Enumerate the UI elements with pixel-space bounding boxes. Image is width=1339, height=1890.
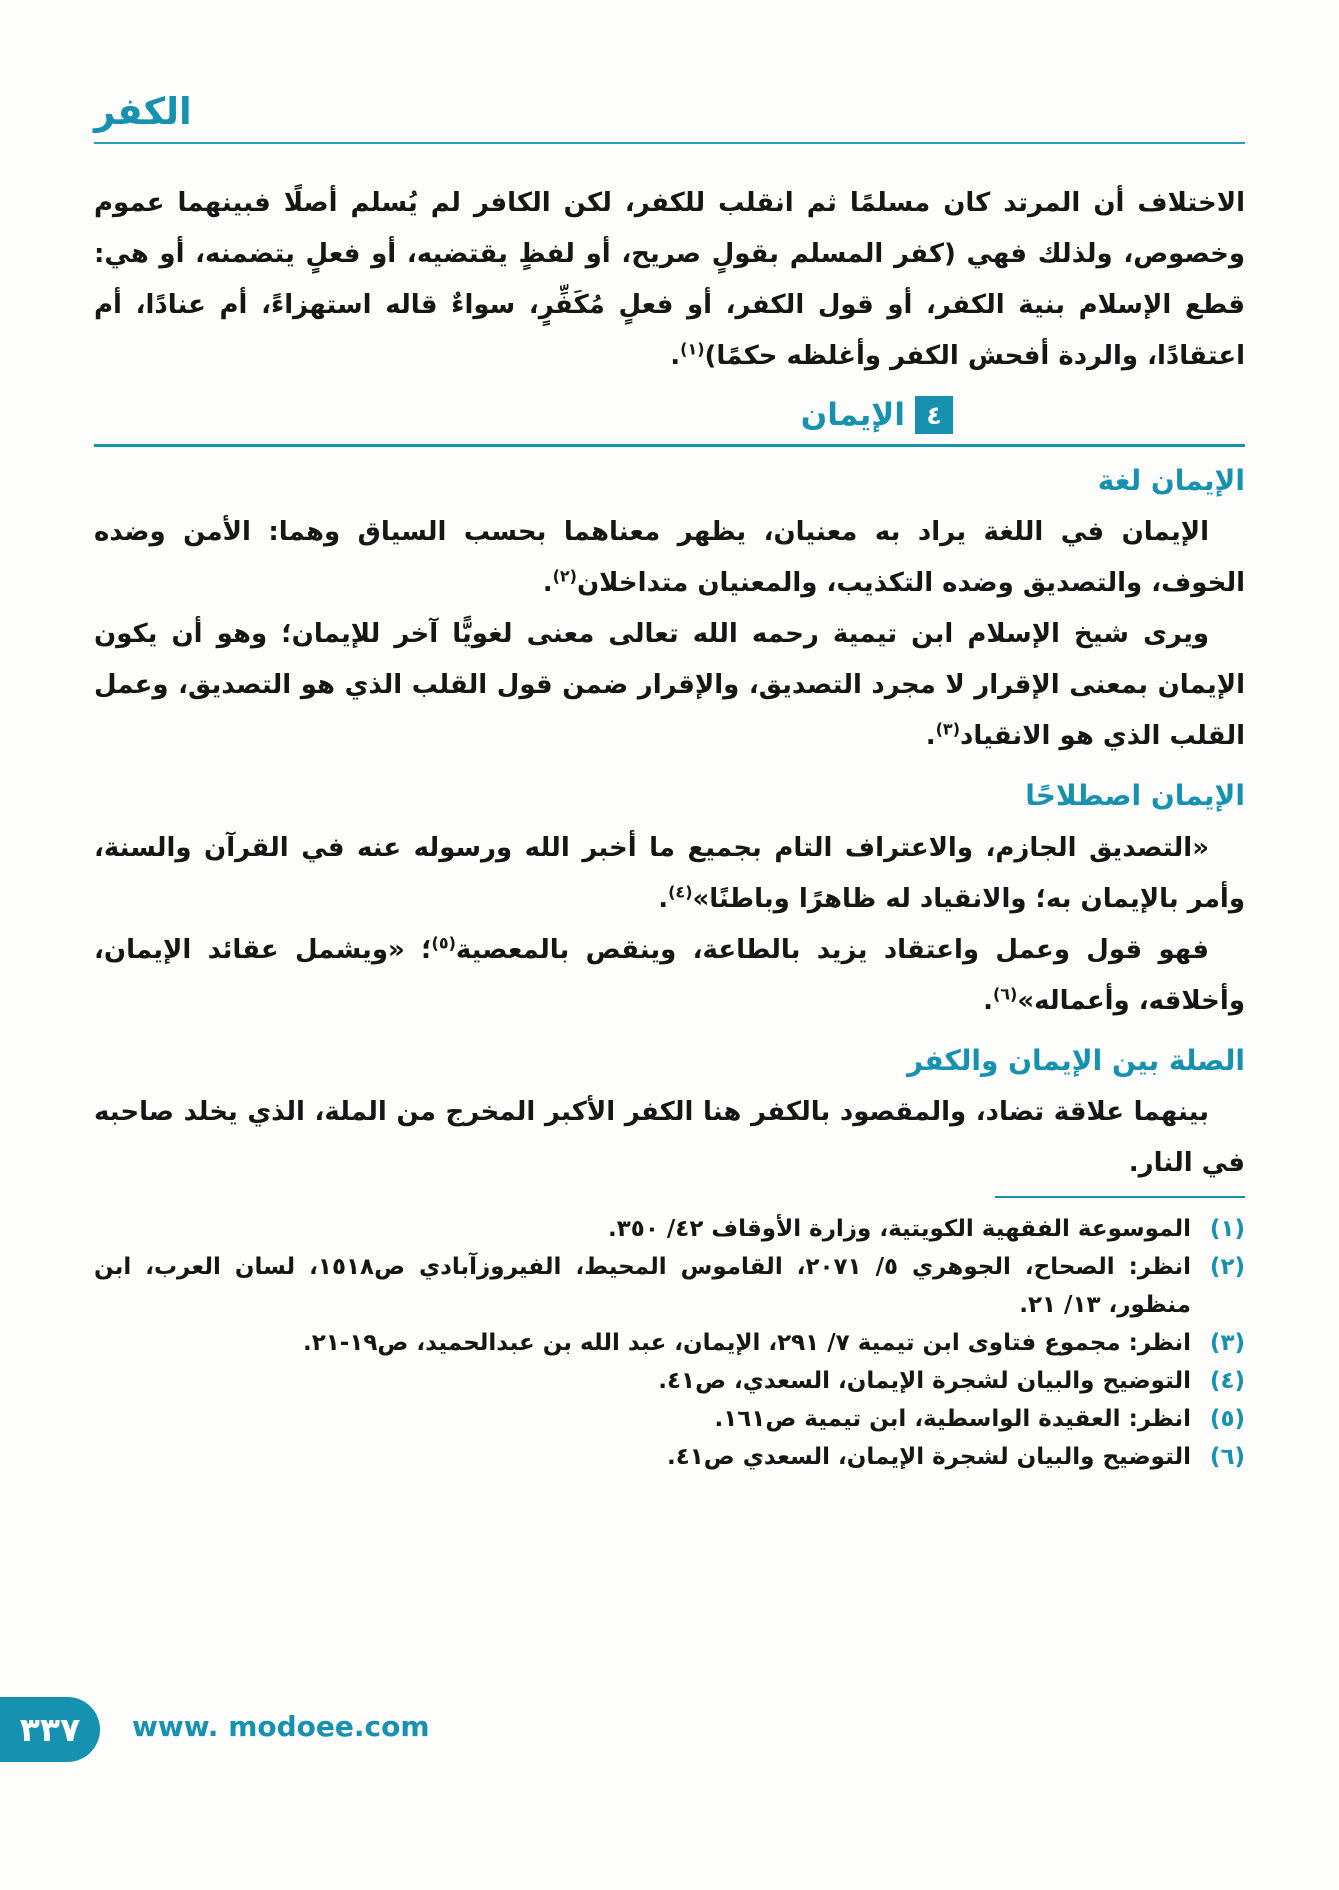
website-url: www. modoee.com xyxy=(132,1710,430,1743)
subheading-iman-lugha: الإيمان لغة xyxy=(1097,464,1245,497)
paragraph-text: الاختلاف أن المرتد كان مسلمًا ثم انقلب للكفر، لكن الكافر لم يُسلم أصلًا فبينهما عموم وخصوص، ولذلك فهي (كفر المسلم بقولٍ صريح، أو لفظٍ يقتضيه، أو فعلٍ يتضمنه، أو هي: قطع الإسلام بنية الكفر، أو قول الكفر، أو فعلٍ مُكَفِّرٍ، سواءٌ قاله استهزاءً، أم عنادًا، أم اعتقادًا، والردة أفحش الكفر وأغلظه حكمًا) xyxy=(94,188,1245,371)
header-rule xyxy=(94,142,1245,144)
footnote-text: انظر: العقيدة الواسطية، ابن تيمية ص١٦١. xyxy=(714,1406,1191,1432)
footnote-3 xyxy=(94,1324,1245,1362)
footnote-ref-1: (١) xyxy=(680,339,705,359)
footnote-2 xyxy=(94,1248,1245,1324)
paragraph-text: فهو قول وعمل واعتقاد يزيد بالطاعة، وينقص بالمعصية xyxy=(455,934,1209,965)
paragraph-text: . xyxy=(658,883,669,914)
footnote-ref-4: (٤) xyxy=(668,882,693,902)
paragraph-text: . xyxy=(670,341,681,371)
section-number-box: ٤ xyxy=(915,396,953,434)
footnote-text: انظر: مجموع فتاوى ابن تيمية ٧/ ٢٩١، الإيمان، عبد الله بن عبدالحميد، ص١٩-٢١. xyxy=(302,1330,1191,1356)
footnote-text: انظر: الصحاح، الجوهري ٥/ ٢٠٧١، القاموس المحيط، الفيروزآبادي ص١٥١٨، لسان العرب، ابن منظور، ١٣/ ٢١. xyxy=(94,1254,1192,1318)
footnote-number: (٤) xyxy=(1209,1368,1245,1394)
paragraph-text: . xyxy=(542,568,553,599)
footnotes-section xyxy=(94,1196,1245,1476)
footnote-text: التوضيح والبيان لشجرة الإيمان، السعدي ص٤١. xyxy=(666,1444,1191,1470)
footnote-text: التوضيح والبيان لشجرة الإيمان، السعدي، ص٤١. xyxy=(658,1368,1191,1394)
paragraph-text: ويرى شيخ الإسلام ابن تيمية رحمه الله تعالى معنى لغويًّا آخر للإيمان؛ وهو أن يكون الإيمان بمعنى الإقرار لا مجرد التصديق، والإقرار ضمن قول القلب الذي هو التصديق، وعمل القلب الذي هو الانقياد xyxy=(94,619,1245,752)
paragraph-text: ؛ «ويشمل عقائد الإيمان، وأخلاقه، وأعماله» xyxy=(94,934,1245,1016)
footnote-number: (٣) xyxy=(1209,1330,1245,1356)
footnote-ref-3: (٣) xyxy=(935,719,960,739)
footnote-ref-6: (٦) xyxy=(992,984,1018,1004)
footnote-ref-5: (٥) xyxy=(431,933,456,953)
paragraph-text: «التصديق الجازم، والاعتراف التام بجميع ما أخبر الله ورسوله عنه في القرآن والسنة، وأمر بالإيمان به؛ والانقياد له ظاهرًا وباطنًا» xyxy=(94,832,1245,914)
page-content xyxy=(94,178,1245,1189)
body-paragraph-3 xyxy=(94,609,1245,762)
paragraph-text: . xyxy=(925,721,936,752)
paragraph-text: بينهما علاقة تضاد، والمقصود بالكفر هنا الكفر الأكبر المخرج من الملة، الذي يخلد صاحبه في النار. xyxy=(94,1097,1245,1179)
subheading-iman-istilah: الإيمان اصطلاحًا xyxy=(1025,779,1245,813)
page-number: ٣٣٧ xyxy=(19,1710,81,1749)
footnote-number: (٦) xyxy=(1209,1444,1245,1470)
footnote-6 xyxy=(94,1438,1245,1476)
body-paragraph-1 xyxy=(94,178,1245,382)
body-paragraph-5 xyxy=(94,925,1245,1027)
body-paragraph-2 xyxy=(94,507,1245,609)
subheading-sila: الصلة بين الإيمان والكفر xyxy=(906,1043,1245,1077)
section-heading xyxy=(94,396,953,434)
page-number-badge xyxy=(0,1697,100,1762)
footnote-number: (٥) xyxy=(1209,1406,1245,1432)
paragraph-text: . xyxy=(983,985,993,1016)
footnote-separator xyxy=(995,1196,1245,1198)
section-rule xyxy=(94,444,1245,447)
body-paragraph-6 xyxy=(94,1087,1245,1189)
footnote-4 xyxy=(94,1362,1245,1400)
header-title: الكفر xyxy=(94,90,192,133)
body-paragraph-4 xyxy=(94,823,1245,925)
page-header xyxy=(94,90,1245,144)
footnote-ref-2: (٢) xyxy=(552,566,577,586)
footnote-5 xyxy=(94,1400,1245,1438)
footnote-number: (١) xyxy=(1209,1216,1245,1242)
paragraph-text: الإيمان في اللغة يراد به معنيان، يظهر معناهما بحسب السياق وهما: الأمن وضده الخوف، والتصديق وضده التكذيب، والمعنيان متداخلان xyxy=(94,517,1245,599)
footnote-1 xyxy=(94,1210,1245,1248)
footnote-text: الموسوعة الفقهية الكويتية، وزارة الأوقاف ٤٢/ ٣٥٠. xyxy=(608,1216,1191,1242)
footnote-number: (٢) xyxy=(1209,1254,1245,1280)
section-title: الإيمان xyxy=(800,397,905,433)
